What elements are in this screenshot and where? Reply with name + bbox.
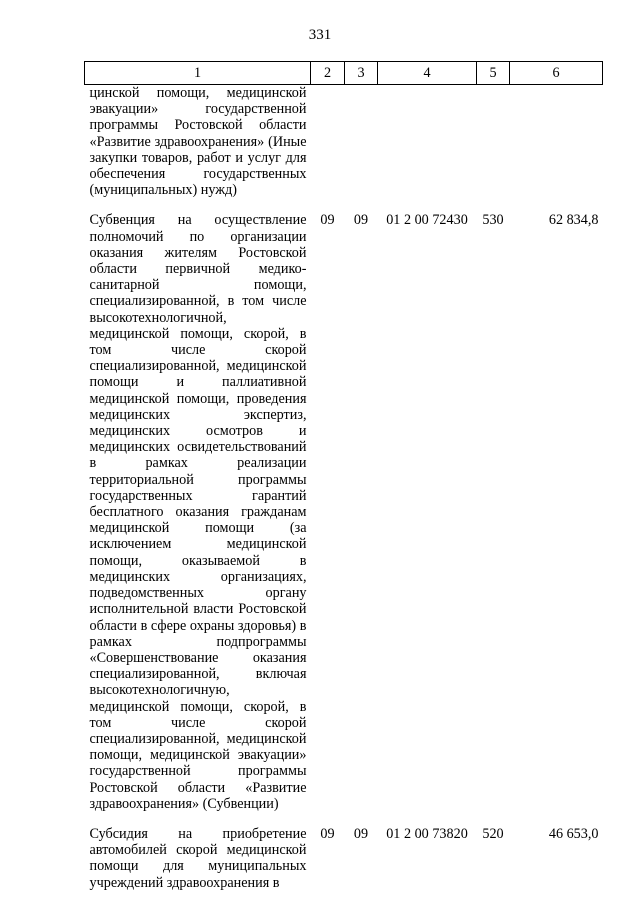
table-header-row (85, 62, 603, 85)
row-description: цинской помощи, медицинской эвакуации» государственной программы Ростовской области «Развитие здравоохранения» (Иные закупки товаров, работ и услуг для обеспечения государственных (муниципальных) нужд) (89, 85, 307, 199)
amount: 46 653,0 (548, 825, 599, 842)
column-header: 5 (477, 62, 510, 85)
expense-type-code (477, 85, 510, 213)
expense-type-code: 520 (482, 825, 504, 842)
table-row (85, 85, 603, 213)
subsection-code: 09 (353, 212, 369, 229)
section-code: 09 (320, 825, 335, 842)
row-description: Субсидия на приобретение автомобилей скорой медицинской помощи для муниципальных учреждений здравоохранения в (89, 825, 307, 891)
table-row (85, 212, 603, 826)
section-code: 09 (320, 212, 335, 229)
column-header: 6 (510, 62, 603, 85)
section-code (311, 85, 345, 213)
column-header: 3 (345, 62, 378, 85)
amount (510, 85, 603, 213)
column-header: 4 (378, 62, 477, 85)
row-description: Субвенция на осуществление полномочий по организации оказания жителям Ростовской области первичной медико-санитарной помощи, специализированной, в том числе высокотехнологичной, медицинской помощи, скорой, в том числе скорой специализированной, медицинской помощи и паллиативной медицинской помощи, проведения медицинских экспертиз, медицинских осмотров и медицинских освидетельствований в рамках реализации территориальной программы государственных гарантий бесплатного оказания гражданам медицинской помощи (за исключением медицинской помощи, оказываемой в медицинских организациях, подведомственных органу исполнительной власти Ростовской области в сфере охраны здоровья) в рамках подпрограммы «Совершенствование оказания специализированной, включая высокотехнологичную, медицинской помощи, скорой, в том числе скорой специализированной, медицинской помощи, медицинской эвакуации» государственной программы Ростовской области «Развитие здравоохранения» (Субвенции) (89, 212, 307, 812)
page-number: 331 (308, 27, 332, 43)
amount: 62 834,8 (548, 212, 599, 229)
column-header: 1 (85, 62, 311, 85)
table-row (85, 826, 603, 891)
budget-table (84, 61, 603, 891)
column-header: 2 (311, 62, 345, 85)
target-article-code: 01 2 00 73820 (386, 825, 468, 842)
target-article-code: 01 2 00 72430 (386, 212, 468, 229)
expense-type-code: 530 (482, 212, 504, 229)
subsection-code: 09 (353, 825, 369, 842)
target-article-code (378, 85, 477, 213)
subsection-code (345, 85, 378, 213)
